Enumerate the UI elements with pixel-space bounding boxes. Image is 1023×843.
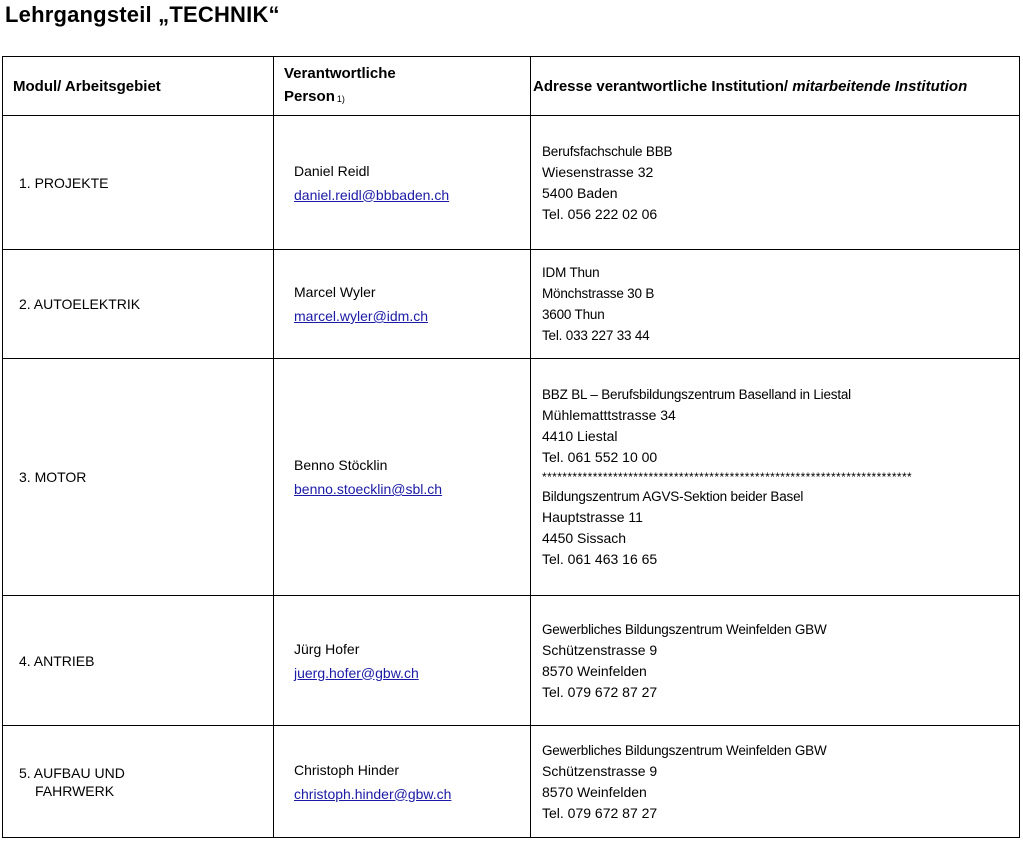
modul-cell <box>3 359 274 596</box>
table-row <box>3 726 1020 838</box>
page-title: Lehrgangsteil „TECHNIK“ <box>5 2 280 27</box>
person-name: Daniel Reidl <box>294 162 370 179</box>
modul-label-continued: FAHRWERK <box>35 782 115 799</box>
address-cell <box>531 359 1020 596</box>
header-address <box>531 57 1020 116</box>
modul-cell <box>3 596 274 726</box>
email-link[interactable]: marcel.wyler@idm.ch <box>294 308 429 324</box>
modul-label: 5. AUFBAU UND <box>19 764 125 781</box>
modul-label: 3. MOTOR <box>19 469 87 485</box>
person-cell <box>274 116 531 250</box>
modules-table <box>2 56 1020 838</box>
address-city: 3600 Thun <box>542 307 605 322</box>
header-person <box>274 57 531 116</box>
address2-street: Hauptstrasse 11 <box>542 509 643 525</box>
header-modul-label: Modul/ Arbeitsgebiet <box>13 77 161 95</box>
person-name: Marcel Wyler <box>294 284 376 300</box>
email-link[interactable]: daniel.reidl@bbbaden.ch <box>294 186 450 203</box>
address-phone: Tel. 056 222 02 06 <box>542 205 658 222</box>
table-row <box>3 596 1020 726</box>
person-name: Christoph Hinder <box>294 761 400 778</box>
address-phone: Tel. 033 227 33 44 <box>542 328 650 343</box>
address-city: 8570 Weinfelden <box>542 783 647 800</box>
person-cell <box>274 359 531 596</box>
person-cell <box>274 726 531 838</box>
address-institution: Berufsfachschule BBB <box>542 143 673 159</box>
address-phone: Tel. 079 672 87 27 <box>542 804 658 821</box>
table-row <box>3 116 1020 250</box>
email-link[interactable]: christoph.hinder@gbw.ch <box>294 785 452 802</box>
address2-city: 4450 Sissach <box>542 530 627 546</box>
table-row <box>3 359 1020 596</box>
address-city: 4410 Liestal <box>542 428 618 444</box>
email-link[interactable]: benno.stoecklin@sbl.ch <box>294 481 443 497</box>
address-street: Schützenstrasse 9 <box>542 762 658 779</box>
header-address-normal: Adresse verantwortliche Institution/ <box>533 77 789 95</box>
person-cell <box>274 596 531 726</box>
modul-label: 2. AUTOELEKTRIK <box>19 296 141 312</box>
header-person-footnote: 1) <box>336 94 345 104</box>
address-institution: Gewerbliches Bildungszentrum Weinfelden GBW <box>542 621 827 637</box>
address-street: Mühlematttstrasse 34 <box>542 407 676 423</box>
header-modul <box>3 57 274 116</box>
modul-label: 4. ANTRIEB <box>19 652 95 669</box>
address-separator: ************************************************************************* <box>542 470 913 484</box>
header-address-italic: mitarbeitende Institution <box>792 77 968 95</box>
address-street: Mönchstrasse 30 B <box>542 286 655 301</box>
address-cell <box>531 726 1020 838</box>
modul-label: 1. PROJEKTE <box>19 174 109 191</box>
address-phone: Tel. 079 672 87 27 <box>542 683 658 700</box>
address2-institution: Bildungszentrum AGVS-Sektion beider Basel <box>542 489 804 504</box>
modul-cell <box>3 116 274 250</box>
table-header-row <box>3 57 1020 116</box>
address2-phone: Tel. 061 463 16 65 <box>542 551 658 567</box>
person-cell <box>274 250 531 359</box>
address-city: 8570 Weinfelden <box>542 662 647 679</box>
header-person-line1: Verantwortliche <box>284 65 396 82</box>
address-cell <box>531 116 1020 250</box>
address-street: Schützenstrasse 9 <box>542 641 658 658</box>
address-phone: Tel. 061 552 10 00 <box>542 449 658 465</box>
person-name: Jürg Hofer <box>294 640 360 657</box>
address-cell <box>531 596 1020 726</box>
modul-cell <box>3 726 274 838</box>
address-city: 5400 Baden <box>542 184 618 201</box>
modul-cell <box>3 250 274 359</box>
email-link[interactable]: juerg.hofer@gbw.ch <box>294 664 419 681</box>
address-street: Wiesenstrasse 32 <box>542 163 654 180</box>
person-name: Benno Stöcklin <box>294 457 388 473</box>
address-institution: BBZ BL – Berufsbildungszentrum Baselland in Liestal <box>542 387 851 402</box>
table-row <box>3 250 1020 359</box>
address-institution: Gewerbliches Bildungszentrum Weinfelden GBW <box>542 742 827 758</box>
header-person-line2: Person <box>284 88 335 105</box>
address-institution: IDM Thun <box>542 265 600 280</box>
address-cell <box>531 250 1020 359</box>
